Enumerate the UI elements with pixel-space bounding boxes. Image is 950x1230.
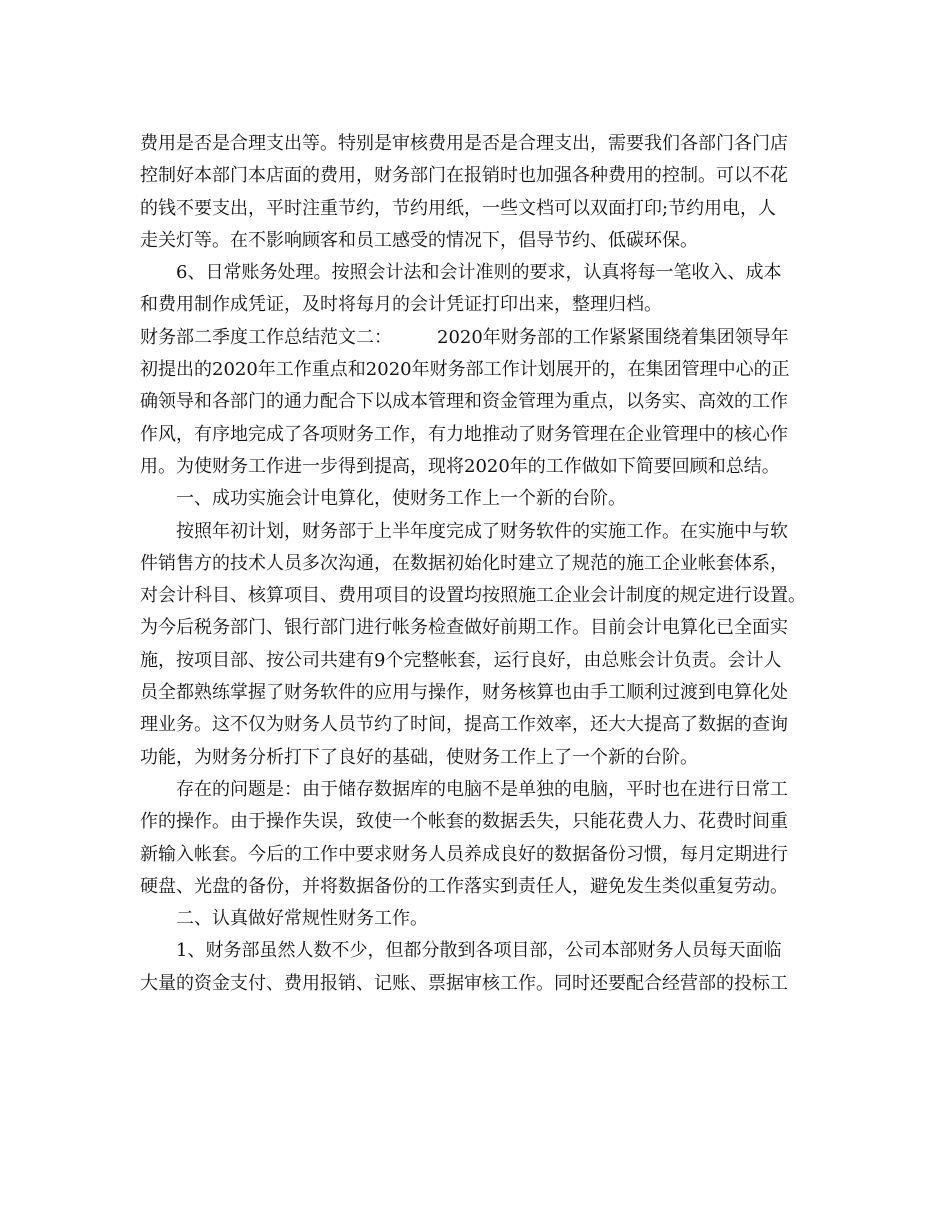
text-line: 初提出的2020年工作重点和2020年财务部工作计划展开的，在集团管理中心的正 <box>140 359 790 381</box>
section-heading-line: 财务部二季度工作总结范文二： 2020年财务部的工作紧紧围绕着集团领导年 <box>140 326 789 348</box>
subheading-line: 二、认真做好常规性财务工作。 <box>176 908 428 930</box>
text-line: 为今后税务部门、银行部门进行帐务检查做好前期工作。目前会计电算化已全面实 <box>140 617 788 639</box>
paragraph-start-line: 1、财务部虽然人数不少，但都分散到各项目部，公司本部财务人员每天面临 <box>176 940 782 962</box>
text-line: 新输入帐套。今后的工作中要求财务人员养成良好的数据备份习惯，每月定期进行 <box>140 843 788 865</box>
text-line: 硬盘、光盘的备份，并将数据备份的工作落实到责任人，避免发生类似重复劳动。 <box>140 875 788 897</box>
subheading-line: 一、成功实施会计电算化，使财务工作上一个新的台阶。 <box>176 488 626 510</box>
document-body <box>140 128 820 1000</box>
paragraph-start-line: 6、日常账务处理。按照会计法和会计准则的要求，认真将每一笔收入、成本 <box>176 262 782 284</box>
text-line: 件销售方的技术人员多次沟通，在数据初始化时建立了规范的施工企业帐套体系， <box>140 552 788 574</box>
text-line: 作的操作。由于操作失误，致使一个帐套的数据丢失，只能花费人力、花费时间重 <box>140 811 788 833</box>
text-line: 理业务。这不仅为财务人员节约了时间，提高工作效率，还大大提高了数据的查询 <box>140 714 788 736</box>
text-line: 确领导和各部门的通力配合下以成本管理和资金管理为重点，以务实、高效的工作 <box>140 391 788 413</box>
paragraph-start-line: 按照年初计划，财务部于上半年度完成了财务软件的实施工作。在实施中与软 <box>176 520 788 542</box>
text-line: 费用是否是合理支出等。特别是审核费用是否是合理支出，需要我们各部门各门店 <box>140 133 788 154</box>
text-line: 对会计科目、核算项目、费用项目的设置均按照施工企业会计制度的规定进行设置。 <box>140 585 806 607</box>
text-line: 员全都熟练掌握了财务软件的应用与操作，财务核算也由手工顺利过渡到电算化处 <box>140 682 788 704</box>
text-line: 施，按项目部、按公司共建有9个完整帐套，运行良好，由总账会计负责。会计人 <box>140 649 782 671</box>
text-line: 作风，有序地完成了各项财务工作，有力地推动了财务管理在企业管理中的核心作 <box>140 423 788 445</box>
text-line: 和费用制作成凭证，及时将每月的会计凭证打印出来，整理归档。 <box>140 294 662 316</box>
text-line: 用。为使财务工作进一步得到提高，现将2020年的工作做如下简要回顾和总结。 <box>140 455 780 477</box>
text-line: 功能，为财务分析打下了良好的基础，使财务工作上了一个新的台阶。 <box>140 746 698 768</box>
text-line: 的钱不要支出，平时注重节约，节约用纸，一些文档可以双面打印;节约用电，人 <box>140 197 777 219</box>
text-line: 大量的资金支付、费用报销、记账、票据审核工作。同时还要配合经营部的投标工 <box>140 972 788 994</box>
paragraph-start-line: 存在的问题是：由于储存数据库的电脑不是单独的电脑，平时也在进行日常工 <box>176 778 788 800</box>
text-line: 走关灯等。在不影响顾客和员工感受的情况下，倡导节约、低碳环保。 <box>140 229 698 251</box>
text-line: 控制好本部门本店面的费用，财务部门在报销时也加强各种费用的控制。可以不花 <box>140 165 788 187</box>
